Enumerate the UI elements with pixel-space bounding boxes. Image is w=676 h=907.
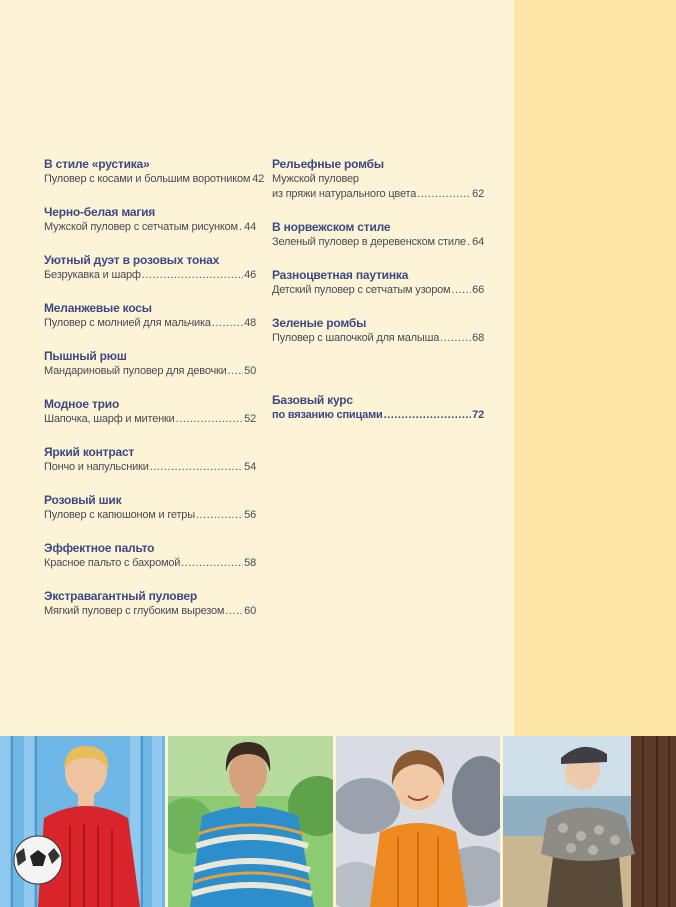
contents-entry[interactable] (272, 267, 484, 298)
entry-desc: Детский пуловер с сетчатым узором (272, 284, 451, 296)
leader-dots (196, 508, 243, 523)
entry-line (44, 412, 256, 427)
entry-desc: Пуловер с шапочкой для малыша (272, 332, 440, 344)
leader-dots (181, 556, 243, 571)
entry-line (272, 331, 484, 346)
leader-dots (176, 412, 244, 427)
contents-entry[interactable] (272, 156, 484, 202)
leader-dots (225, 604, 243, 619)
leader-dots (417, 187, 471, 202)
entry-title: Уютный дуэт в розовых тонах (44, 253, 220, 267)
entry-desc: Красное пальто с бахромой (44, 557, 181, 569)
entry-title: Розовый шик (44, 493, 122, 507)
leader-dots (142, 268, 243, 283)
entry-line (44, 460, 256, 475)
page-number: 62 (472, 188, 484, 200)
entry-desc: Пуловер с молнией для мальчика (44, 317, 211, 329)
entry-title: Меланжевые косы (44, 301, 152, 315)
entry-desc: Пуловер с капюшоном и гетры (44, 509, 195, 521)
side-band (514, 0, 676, 736)
entry-desc: Пуловер с косами и большим воротником (44, 173, 251, 185)
contents-entry-basic-course[interactable] (272, 392, 484, 423)
entry-line (44, 268, 256, 283)
contents-entry[interactable] (44, 588, 256, 619)
entry-title: Базовый курс (272, 393, 353, 407)
contents-entry[interactable] (44, 444, 256, 475)
entry-desc: Мандариновый пуловер для девочки (44, 365, 227, 377)
contents-right-column (272, 152, 484, 423)
entry-line (272, 235, 484, 250)
entry-title: Модное трио (44, 397, 120, 411)
page-number: 58 (244, 557, 256, 569)
entry-line (272, 187, 484, 202)
contents-entry[interactable] (272, 219, 484, 250)
girl-orange-sweater-photo (333, 736, 500, 907)
page-number: 48 (244, 317, 256, 329)
contents-entry[interactable] (44, 204, 256, 235)
page-number: 56 (244, 509, 256, 521)
leader-dots (384, 408, 472, 423)
entry-line (44, 364, 256, 379)
page-number: 64 (472, 236, 484, 248)
entry-desc: Шапочка, шарф и митенки (44, 413, 175, 425)
boy-red-sweater-photo (0, 736, 165, 907)
leader-dots (467, 235, 471, 250)
man-striped-sweater-photo (165, 736, 333, 907)
entry-title: Рельефные ромбы (272, 157, 384, 171)
contents-entry[interactable] (44, 492, 256, 523)
leader-dots (150, 460, 244, 475)
entry-title: Разноцветная паутинка (272, 268, 409, 282)
photo-strip (0, 736, 676, 907)
contents-entry[interactable] (44, 252, 256, 283)
entry-line (44, 604, 256, 619)
entry-desc: Пончо и напульсники (44, 461, 149, 473)
entry-line (272, 408, 484, 423)
contents-entry[interactable] (44, 348, 256, 379)
woman-grey-poncho-photo (500, 736, 676, 907)
entry-title: Черно-белая магия (44, 205, 156, 219)
contents-entry[interactable] (272, 315, 484, 346)
entry-line (44, 172, 265, 187)
contents-entry[interactable] (44, 156, 265, 187)
leader-dots (212, 316, 243, 331)
page-number: 50 (244, 365, 256, 377)
entry-line (44, 508, 256, 523)
page-number: 54 (244, 461, 256, 473)
page-number: 72 (472, 409, 484, 421)
entry-desc: Безрукавка и шарф (44, 269, 141, 281)
entry-desc: Зеленый пуловер в деревенском стиле (272, 236, 466, 248)
leader-dots (451, 283, 471, 298)
entry-desc-line1: Мужской пуловер (272, 173, 359, 185)
entry-desc: из пряжи натурального цвета (272, 188, 417, 200)
leader-dots (440, 331, 471, 346)
entry-desc: по вязанию спицами (272, 409, 383, 421)
entry-line (44, 556, 256, 571)
page-number: 44 (244, 221, 256, 233)
entry-desc: Мужской пуловер с сетчатым рисунком (44, 221, 238, 233)
page-number: 66 (472, 284, 484, 296)
entry-title: Пышный рюш (44, 349, 127, 363)
entry-title: Яркий контраст (44, 445, 135, 459)
entry-line (44, 316, 256, 331)
contents-entry[interactable] (44, 300, 256, 331)
contents-left-column (44, 152, 265, 619)
page-number: 46 (244, 269, 256, 281)
page-number: 60 (244, 605, 256, 617)
entry-line (272, 283, 484, 298)
contents-entry[interactable] (44, 540, 256, 571)
entry-title: В норвежском стиле (272, 220, 391, 234)
entry-title: Зеленые ромбы (272, 316, 367, 330)
entry-desc: Мягкий пуловер с глубоким вырезом (44, 605, 225, 617)
page-number: 52 (244, 413, 256, 425)
leader-dots (239, 220, 243, 235)
page-number: 42 (252, 173, 265, 185)
contents-entry[interactable] (44, 396, 256, 427)
entry-title: В стиле «рустика» (44, 157, 150, 171)
entry-title: Экстравагантный пуловер (44, 589, 198, 603)
entry-line (44, 220, 256, 235)
leader-dots (228, 364, 244, 379)
entry-title: Эффектное пальто (44, 541, 155, 555)
page-number: 68 (472, 332, 484, 344)
